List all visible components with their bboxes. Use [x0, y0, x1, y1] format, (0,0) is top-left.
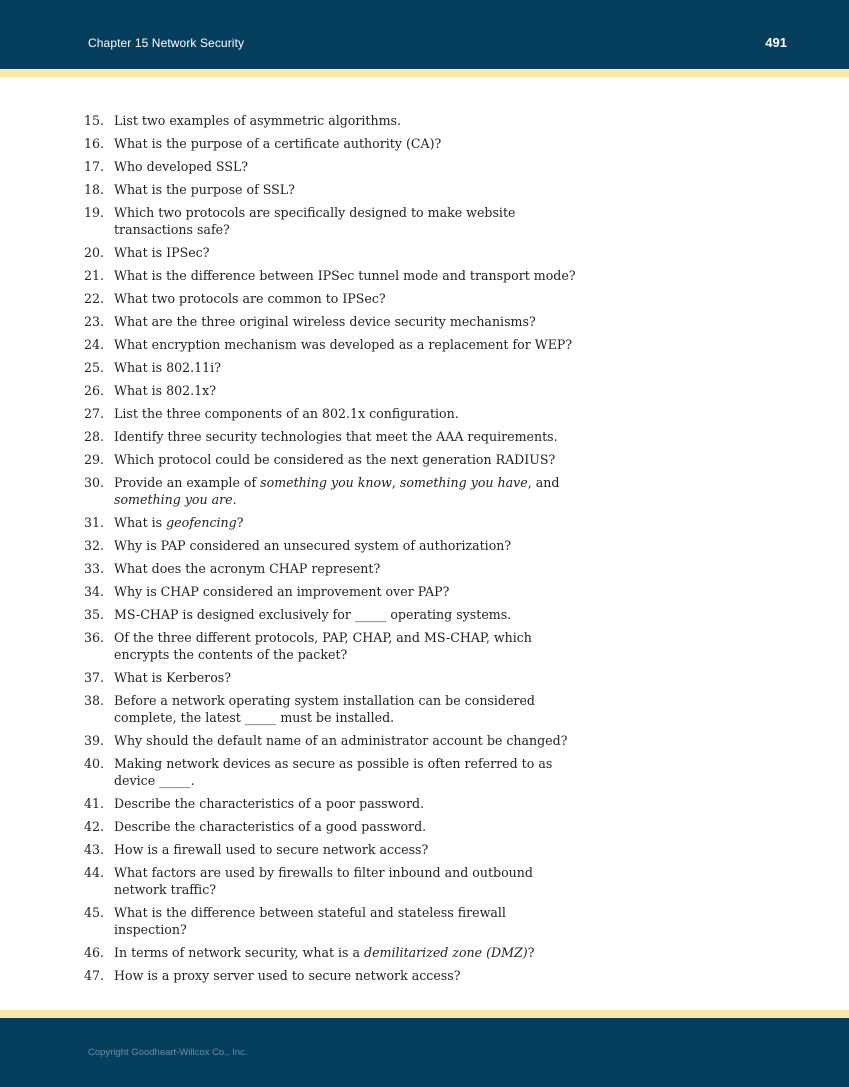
- question-text: [114, 383, 216, 398]
- question-text: [114, 136, 441, 151]
- question-text-segment: ?: [236, 515, 244, 530]
- question-text-segment: What is IPSec?: [114, 245, 210, 260]
- question-text-segment: What is: [114, 515, 167, 530]
- question-number: 47.: [83, 968, 104, 983]
- question-item: [80, 244, 580, 261]
- question-number: 40.: [83, 756, 104, 771]
- question-number: 44.: [83, 865, 104, 880]
- copyright-notice: Copyright Goodheart-Willcox Co., Inc.: [88, 1047, 248, 1058]
- question-text: [114, 630, 532, 662]
- question-text: [114, 429, 558, 444]
- question-text-segment: ?: [527, 945, 535, 960]
- question-text: [114, 693, 535, 725]
- question-text-segment: What is Kerberos?: [114, 670, 231, 685]
- question-text-segment: What is the difference between IPSec tunnel mode and transport mode?: [114, 268, 576, 283]
- question-item: [80, 267, 580, 284]
- question-text: [114, 756, 552, 788]
- question-text: [114, 337, 572, 352]
- question-number: 33.: [83, 561, 104, 576]
- question-number: 28.: [83, 429, 104, 444]
- question-number: 21.: [83, 268, 104, 283]
- question-text-segment: What factors are used by firewalls to filter inbound and outbound network traffic?: [114, 865, 533, 897]
- question-text-segment: In terms of network security, what is a: [114, 945, 365, 960]
- question-item: [80, 967, 580, 984]
- question-number: 19.: [83, 205, 104, 220]
- question-text-segment: List the three components of an 802.1x configuration.: [114, 406, 459, 421]
- question-item: [80, 451, 580, 468]
- question-item: [80, 336, 580, 353]
- question-text-segment: How is a proxy server used to secure network access?: [114, 968, 461, 983]
- question-number: 46.: [83, 945, 104, 960]
- question-text: [114, 245, 209, 260]
- question-item: [80, 158, 580, 175]
- question-number: 38.: [83, 693, 104, 708]
- question-number: 29.: [83, 452, 104, 467]
- question-text: [114, 360, 221, 375]
- question-text-segment: Of the three different protocols, PAP, CHAP, and MS-CHAP, which encrypts the contents of the packet?: [114, 630, 532, 662]
- question-text-segment: Why should the default name of an administrator account be changed?: [114, 733, 568, 748]
- question-text: [114, 475, 559, 507]
- question-item: [80, 944, 580, 961]
- question-text-italic: geofencing: [166, 515, 237, 530]
- question-item: [80, 732, 580, 749]
- question-number: 27.: [83, 406, 104, 421]
- question-number: 36.: [83, 630, 104, 645]
- question-item: [80, 755, 580, 789]
- question-text: [114, 607, 511, 622]
- question-number: 39.: [83, 733, 104, 748]
- question-item: [80, 204, 580, 238]
- question-text: [114, 796, 424, 811]
- question-text: [114, 865, 533, 897]
- question-text: [114, 819, 426, 834]
- question-text-segment: Provide an example of: [114, 475, 261, 490]
- question-text-segment: Why is CHAP considered an improvement over PAP?: [114, 584, 450, 599]
- question-number: 15.: [83, 113, 104, 128]
- question-text-segment: Identify three security technologies that meet the AAA requirements.: [114, 429, 558, 444]
- question-text: [114, 406, 459, 421]
- question-item: [80, 382, 580, 399]
- question-item: [80, 692, 580, 726]
- question-text-segment: Who developed SSL?: [114, 159, 249, 174]
- question-number: 37.: [83, 670, 104, 685]
- question-number: 31.: [83, 515, 104, 530]
- question-number: 34.: [83, 584, 104, 599]
- question-text: [114, 968, 460, 983]
- question-number: 25.: [83, 360, 104, 375]
- question-text-segment: What is 802.1x?: [114, 383, 217, 398]
- question-item: [80, 864, 580, 898]
- question-item: [80, 474, 580, 508]
- question-item: [80, 606, 580, 623]
- question-number: 32.: [83, 538, 104, 553]
- question-item: [80, 818, 580, 835]
- question-text-segment: , and: [527, 475, 560, 490]
- question-item: [80, 904, 580, 938]
- question-text: [114, 733, 567, 748]
- question-text-segment: ,: [391, 475, 400, 490]
- question-text-italic: something you are: [114, 492, 233, 507]
- question-number: 45.: [83, 905, 104, 920]
- question-text-segment: What encryption mechanism was developed as a replacement for WEP?: [114, 337, 573, 352]
- question-number: 26.: [83, 383, 104, 398]
- footer-accent-stripe: [0, 1010, 849, 1018]
- question-text-segment: Which protocol could be considered as the next generation RADIUS?: [114, 452, 556, 467]
- question-item: [80, 359, 580, 376]
- question-text: [114, 113, 401, 128]
- question-number: 35.: [83, 607, 104, 622]
- question-text-segment: MS-CHAP is designed exclusively for _____ operating systems.: [114, 607, 512, 622]
- question-number: 20.: [83, 245, 104, 260]
- question-text: [114, 905, 506, 937]
- question-number: 16.: [83, 136, 104, 151]
- question-item: [80, 290, 580, 307]
- question-text: [114, 561, 380, 576]
- question-text-italic: demilitarized zone (DMZ): [364, 945, 528, 960]
- question-number: 23.: [83, 314, 104, 329]
- question-text-segment: What is 802.11i?: [114, 360, 221, 375]
- question-item: [80, 841, 580, 858]
- question-item: [80, 560, 580, 577]
- question-text: [114, 584, 449, 599]
- question-item: [80, 112, 580, 129]
- question-number: 43.: [83, 842, 104, 857]
- question-text-segment: List two examples of asymmetric algorithms.: [114, 113, 401, 128]
- question-item: [80, 795, 580, 812]
- question-item: [80, 135, 580, 152]
- question-item: [80, 181, 580, 198]
- question-text: [114, 314, 536, 329]
- question-text-segment: What is the difference between stateful and stateless firewall inspection?: [114, 905, 506, 937]
- question-text-segment: How is a firewall used to secure network access?: [114, 842, 429, 857]
- question-text: [114, 538, 511, 553]
- question-text: [114, 268, 576, 283]
- question-text: [114, 291, 386, 306]
- chapter-title: Chapter 15 Network Security: [88, 36, 245, 50]
- question-item: [80, 514, 580, 531]
- question-text: [114, 159, 248, 174]
- question-number: 42.: [83, 819, 104, 834]
- question-number: 24.: [83, 337, 104, 352]
- question-text: [114, 205, 515, 237]
- question-text-segment: Why is PAP considered an unsecured system of authorization?: [114, 538, 512, 553]
- question-text-segment: Which two protocols are specifically designed to make website transactions safe?: [114, 205, 516, 237]
- question-item: [80, 405, 580, 422]
- question-text-italic: something you have: [399, 475, 528, 490]
- page-header: [0, 0, 849, 69]
- question-text: [114, 182, 295, 197]
- header-accent-stripe: [0, 69, 849, 77]
- question-text-segment: Describe the characteristics of a good password.: [114, 819, 427, 834]
- question-number: 22.: [83, 291, 104, 306]
- question-item: [80, 313, 580, 330]
- question-text-segment: Making network devices as secure as possible is often referred to as device _____.: [114, 756, 553, 788]
- question-text-segment: Describe the characteristics of a poor password.: [114, 796, 425, 811]
- question-text-segment: Before a network operating system installation can be considered complete, the latest _____ must be installed.: [114, 693, 535, 725]
- question-item: [80, 583, 580, 600]
- question-item: [80, 428, 580, 445]
- question-text-segment: What does the acronym CHAP represent?: [114, 561, 381, 576]
- question-text-segment: What two protocols are common to IPSec?: [114, 291, 386, 306]
- question-number: 18.: [83, 182, 104, 197]
- question-text-segment: .: [232, 492, 237, 507]
- question-number: 17.: [83, 159, 104, 174]
- question-text-segment: What is the purpose of a certificate authority (CA)?: [114, 136, 442, 151]
- question-text: [114, 515, 243, 530]
- review-question-list: [80, 112, 580, 990]
- question-item: [80, 629, 580, 663]
- question-number: 41.: [83, 796, 104, 811]
- question-text-segment: What are the three original wireless device security mechanisms?: [114, 314, 536, 329]
- question-text-segment: What is the purpose of SSL?: [114, 182, 295, 197]
- question-text: [114, 670, 231, 685]
- question-text-italic: something you know: [260, 475, 392, 490]
- page-number: 491: [765, 35, 787, 50]
- question-text: [114, 945, 534, 960]
- question-text: [114, 452, 555, 467]
- question-item: [80, 669, 580, 686]
- question-item: [80, 537, 580, 554]
- question-text: [114, 842, 428, 857]
- question-number: 30.: [83, 475, 104, 490]
